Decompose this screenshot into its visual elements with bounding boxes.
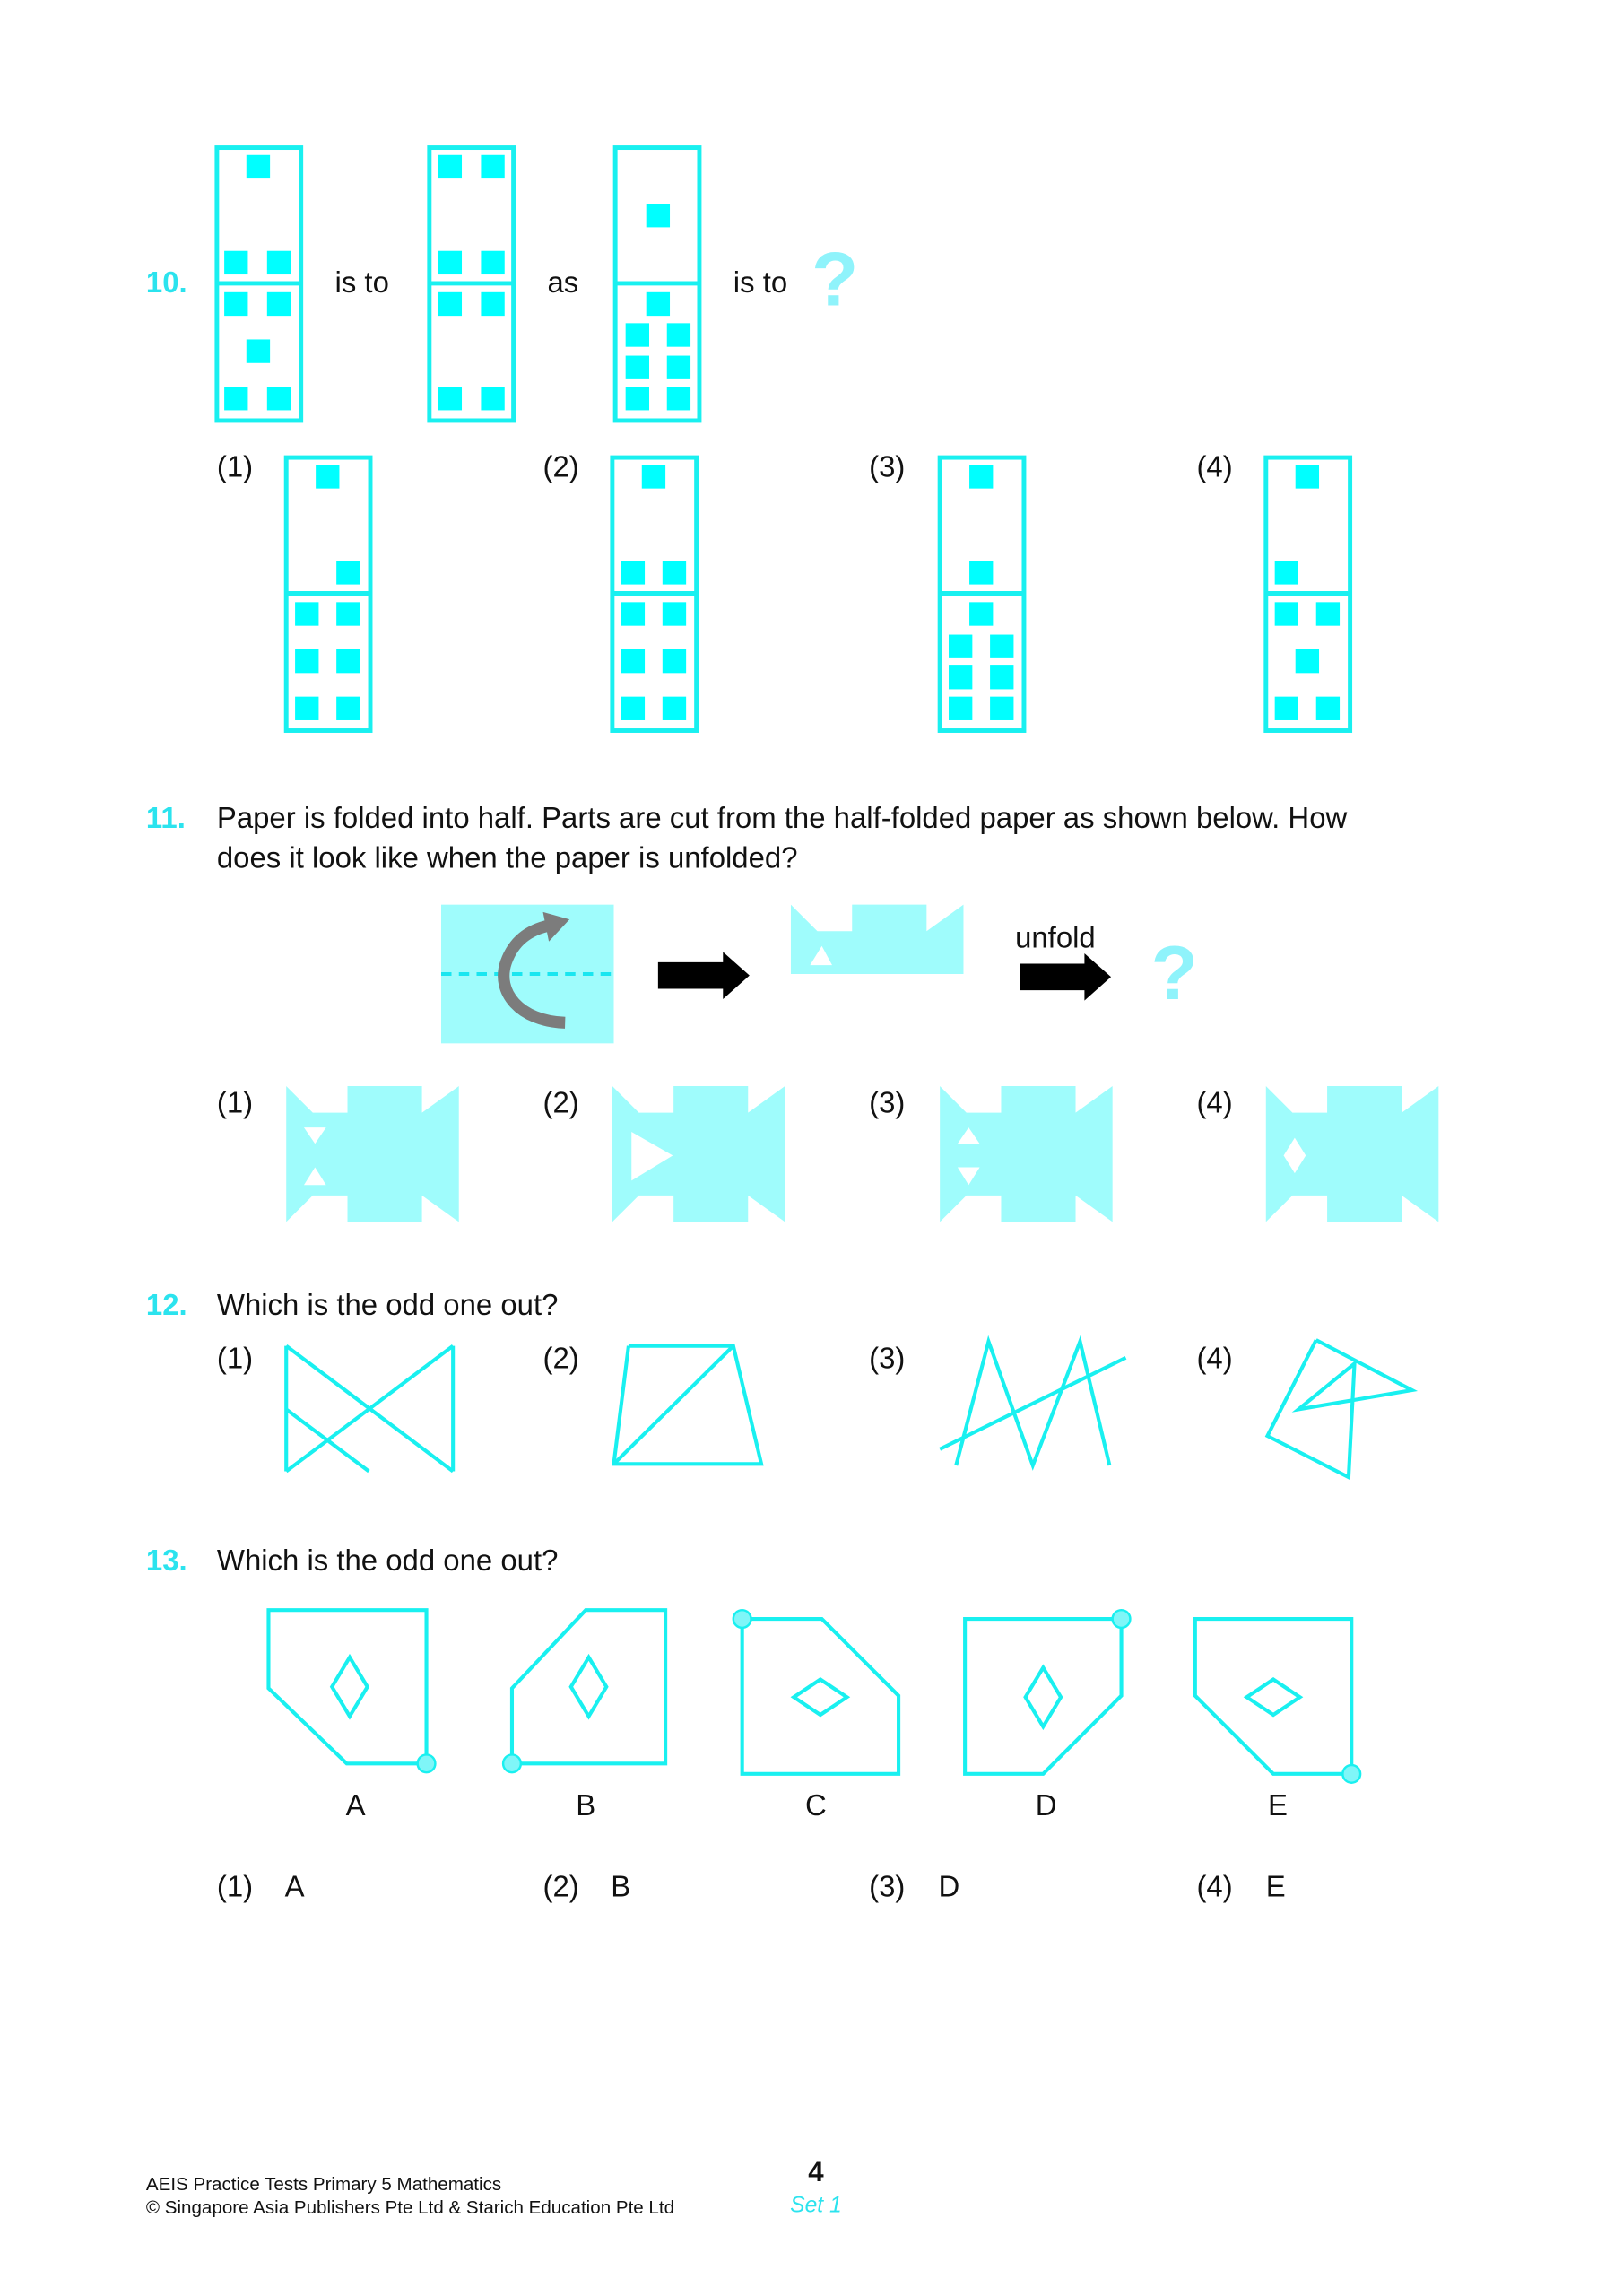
q11-text-line-1: Paper is folded into half. Parts are cut from the half-folded paper as shown below. How [216,803,1348,836]
question-12-number: 12. [145,1290,187,1323]
q13-figure-b [503,1610,665,1772]
domino-pip [647,204,670,227]
q13-figure-label-c: C [805,1789,827,1823]
q12-option-4-figure[interactable] [1267,1340,1411,1477]
q13-answer-4-value[interactable]: E [1265,1871,1286,1904]
unfold-arrow-icon [1020,953,1111,1001]
q12-option-2-figure[interactable] [614,1346,762,1465]
q10-word-is-to: is to [334,266,389,300]
domino-pip [969,602,993,625]
q11-question-mark: ? [1150,931,1198,1017]
domino-pip [663,649,686,673]
q13-figure-d [965,1610,1130,1774]
domino-pip [224,292,247,316]
domino-pip [621,602,645,625]
pentagon-outline [1195,1619,1351,1774]
domino-pip [667,323,690,346]
domino-pip [667,356,690,379]
domino-pip [481,155,504,178]
domino-pip [267,292,291,316]
q13-figure-label-b: B [576,1789,596,1823]
domino-pip [990,635,1013,658]
domino-pip [267,251,291,274]
q12-option-3-label[interactable]: (3) [869,1343,906,1376]
q10-option-3-domino[interactable] [940,457,1024,730]
domino-pip [1275,697,1298,720]
corner-dot [418,1754,436,1772]
q10-question-mark: ? [811,237,859,324]
q10-option-2-label[interactable]: (2) [542,451,579,484]
q11-paper-square [441,905,614,1044]
domino-pip [316,465,339,488]
corner-dot [733,1610,751,1628]
q10-option-2-domino[interactable] [612,457,697,730]
domino-pip [481,251,504,274]
q12-option-2-label[interactable]: (2) [542,1343,579,1376]
q11-option-4-label[interactable]: (4) [1196,1087,1233,1120]
q10-option-4-label[interactable]: (4) [1196,451,1233,484]
domino-pip [224,251,247,274]
q13-answer-4-label[interactable]: (4) [1196,1871,1233,1904]
domino-pip [295,649,318,673]
domino-pip [438,292,462,316]
domino-pip [969,465,993,488]
q12-text: Which is the odd one out? [216,1290,559,1323]
domino-pip [667,387,690,410]
figure-line [614,1346,733,1465]
diamond-shape [794,1680,846,1715]
q11-folded-cut-paper [791,905,964,974]
domino-pip [295,602,318,625]
set-label: Set 1 [790,2193,842,2219]
domino-pip [481,292,504,316]
domino-pip [621,649,645,673]
q10-option-4-domino[interactable] [1266,457,1350,730]
pentagon-outline [965,1619,1121,1774]
question-10-number: 10. [145,266,187,300]
page-number: 4 [808,2157,824,2189]
domino-pip [949,635,972,658]
domino-pip [336,649,360,673]
q11-option-2-figure[interactable] [612,1086,785,1222]
pentagon-outline [742,1619,898,1774]
domino-pip [663,561,686,584]
q13-answer-1-label[interactable]: (1) [216,1871,254,1904]
q12-option-1-label[interactable]: (1) [216,1343,254,1376]
domino-pip [949,697,972,720]
domino-pip [1296,649,1319,673]
domino-pip [267,387,291,410]
q13-figure-e [1195,1619,1360,1783]
q11-option-1-figure[interactable] [286,1086,459,1222]
q13-figure-label-d: D [1035,1789,1057,1823]
unfolded-paper [940,1086,1113,1222]
diamond-shape [1026,1667,1061,1726]
domino-pip [626,323,649,346]
domino-pip [224,387,247,410]
footer-copyright: © Singapore Asia Publishers Pte Ltd & Starich Education Pte Ltd [145,2197,675,2219]
q10-word-is-to-2: is to [733,266,788,300]
domino-pip [621,561,645,584]
q13-answer-2-value[interactable]: B [611,1871,631,1904]
domino-pip [1316,602,1340,625]
domino-pip [990,697,1013,720]
right-arrow-icon [658,952,750,999]
domino-pip [663,602,686,625]
q10-domino-3 [615,148,699,421]
diamond-shape [571,1657,606,1717]
pentagon-outline [268,1610,426,1763]
q12-option-1-figure[interactable] [286,1346,453,1472]
domino-pip [438,251,462,274]
domino-pip [663,697,686,720]
domino-pip [336,561,360,584]
domino-pip [949,665,972,689]
domino-pip [1275,561,1298,584]
domino-pip [642,465,665,488]
domino-pip [336,602,360,625]
q13-answer-2-label[interactable]: (2) [542,1871,579,1904]
domino-pip [247,155,270,178]
q12-option-3-figure[interactable] [940,1342,1125,1465]
domino-pip [295,697,318,720]
domino-pip [626,387,649,410]
figure-line [614,1346,762,1465]
q11-option-1-label[interactable]: (1) [216,1087,254,1120]
q11-option-4-figure[interactable] [1266,1086,1439,1222]
q10-word-as: as [547,266,579,300]
q13-answer-1-value[interactable]: A [284,1871,305,1904]
domino-pip [647,292,670,316]
domino-pip [990,665,1013,689]
q12-option-4-label[interactable]: (4) [1196,1343,1233,1376]
q10-domino-2 [430,148,514,421]
q11-option-2-label[interactable]: (2) [542,1087,579,1120]
q13-figure-a [268,1610,435,1772]
pentagon-outline [512,1610,665,1763]
question-13-number: 13. [145,1544,187,1578]
figure-line [1267,1340,1411,1477]
q13-figure-label-e: E [1267,1789,1288,1823]
domino-pip [621,697,645,720]
corner-dot [1113,1610,1131,1628]
domino-pip [626,356,649,379]
corner-dot [1342,1765,1360,1783]
q13-figure-c [733,1610,898,1774]
domino-pip [481,387,504,410]
q10-option-1-domino[interactable] [286,457,370,730]
domino-pip [1275,602,1298,625]
q11-unfold-label: unfold [1015,922,1096,955]
q13-answer-3-label[interactable]: (3) [869,1871,906,1904]
q13-figure-label-a: A [345,1789,366,1823]
corner-dot [503,1754,521,1772]
footer-book-title: AEIS Practice Tests Primary 5 Mathematics [145,2173,502,2195]
q10-option-1-label[interactable]: (1) [216,451,254,484]
domino-pip [247,339,270,362]
domino-pip [336,697,360,720]
q10-option-3-label[interactable]: (3) [869,451,906,484]
diamond-shape [332,1657,367,1717]
figure-line [940,1358,1125,1449]
question-11-number: 11. [145,803,186,836]
unfolded-paper [286,1086,459,1222]
q11-option-3-label[interactable]: (3) [869,1087,906,1120]
domino-pip [1296,465,1319,488]
domino-pip [969,561,993,584]
q13-answer-3-value[interactable]: D [938,1871,960,1904]
q11-option-3-figure[interactable] [940,1086,1113,1222]
q13-text: Which is the odd one out? [216,1544,559,1578]
domino-pip [438,387,462,410]
domino-pip [438,155,462,178]
diamond-shape [1246,1680,1299,1715]
q11-text-line-2: does it look like when the paper is unfolded? [216,842,798,875]
q10-domino-1 [217,148,301,421]
domino-pip [1316,697,1340,720]
